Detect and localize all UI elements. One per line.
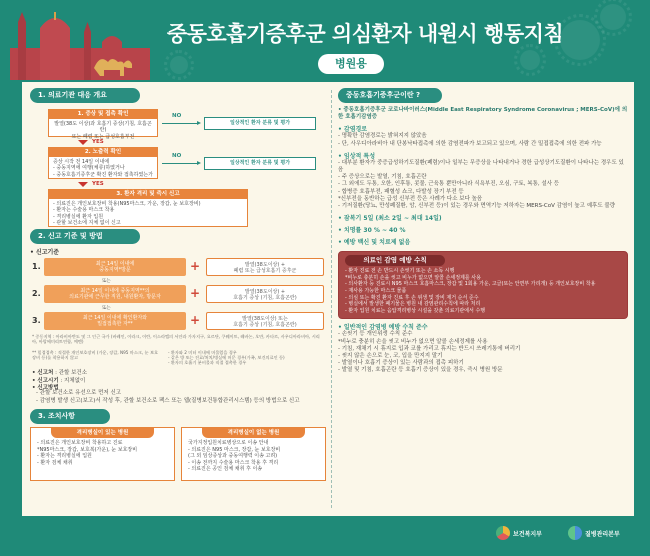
list-item: - 격리병실에 환자 입원: [53, 213, 104, 220]
no-isolation-ward-list: [182, 438, 325, 480]
virus-decoration: [600, 4, 626, 30]
isolation-ward-box: [30, 427, 175, 481]
list-item: - 의료진은 공인 검체 채취 후 이송: [188, 466, 263, 472]
medical-staff-prevention-title: 의료인 감염 예방 수칙: [345, 255, 445, 266]
column-divider: [331, 90, 332, 508]
list-item: *N95마스크, 장갑, 보호복(가운), 눈 보호장비: [37, 446, 138, 453]
flow-step-1: [48, 109, 158, 140]
kcdc-logo: [568, 526, 620, 540]
footer: [0, 516, 650, 556]
list-item: *비누로 충분히 손을 씻고 비누가 없으면 알콜 손세정제를 사용: [338, 338, 488, 345]
medical-staff-prevention-box: [338, 251, 628, 319]
response-flowchart: [30, 103, 326, 229]
list-item: - 의료진은 N95 마스크, 장갑, 눈 보호장비: [188, 446, 281, 453]
list-item: - 환자 진료 전 손 반드시 손씻기 또는 손 소독 시행: [345, 268, 455, 275]
list-item: - 주 증상으로는 발열, 기침, 호흡곤란: [338, 174, 427, 181]
medical-staff-prevention-list: [345, 268, 621, 314]
list-item: - 환자 검체 채취: [37, 459, 73, 466]
list-item: - 의심 또는 확진 환자 진료 후 손 위생 및 장비 제거 순서 준수: [345, 294, 479, 301]
list-item: - 관할 보건소에 지체 없이 신고: [53, 220, 121, 226]
list-item: (그 외 임상증상과 중동여행력 이송 고려): [188, 453, 278, 459]
content-panel: [22, 82, 634, 516]
criteria-1-symptoms: 발열(38도이상) + 폐렴 또는 급성호흡기 증후군: [206, 258, 324, 276]
isolation-ward-title: 격리병실이 있는 병원: [51, 428, 154, 438]
list-item: - 단, 사우디아라비아 내 단봉낙타접촉에 의한 감염전파가 보고되고 있으며, 사람 간 밀접접촉에 의한 전파 가능: [338, 140, 602, 147]
virus-decoration: [520, 50, 540, 70]
general-triage-box-2: 일상적인 환자 분류 및 평가: [204, 157, 316, 170]
list-item: - 대부분 환자가 중증급성하기도질환(폐렴)이나 일부는 무증상을 나타내거나 경한 급성상기도질환이 나타나는 경우도 있음: [338, 159, 624, 174]
criteria-number-2: 2.: [32, 289, 41, 298]
no-arrow-1: [162, 123, 198, 124]
route-list: [338, 133, 628, 147]
list-item: - 씻지 않은 손으로 눈, 코, 입을 만지지 말기: [338, 353, 443, 359]
audience-badge: 병원용: [318, 54, 384, 74]
route-heading: • 감염경로: [338, 126, 368, 134]
mers-definition-heading: 중동호흡기증후군이란 ?: [338, 88, 442, 103]
middle-east-skyline-illustration: [10, 8, 150, 80]
flow-step-2: [48, 147, 158, 179]
criteria-subheading: • 신고기준: [30, 249, 60, 256]
kcdc-name: 질병관리본부: [585, 530, 620, 538]
report-info-value: : 지체없이: [58, 377, 86, 384]
list-item: - 환자는 격리병실에 입원: [37, 453, 92, 459]
report-info-key: • 신고시기: [32, 377, 59, 384]
criteria-2-exposure: 최근 14일 이내에 중동지역**의 의료기관에 근무한 직원, 내원환자, 방문자: [44, 285, 186, 303]
plus-sign-1: +: [190, 259, 201, 273]
report-info-item: [32, 378, 324, 386]
clinical-list: [338, 160, 628, 210]
report-info-item: [32, 370, 324, 378]
criteria-3-symptoms: 발열(38도이상) 또는 호흡기 증상 (기침, 호흡곤란): [206, 312, 324, 330]
list-item: - 환자는 수술용 마스크 착용: [53, 207, 115, 213]
report-info-list: [32, 370, 324, 393]
criteria-3-exposure: 최근 14일 이내에 확인환자와 밀접접촉한 자**: [44, 312, 186, 330]
header-banner: [0, 0, 650, 80]
left-column: [30, 88, 326, 481]
report-info-key: • 신고방법: [32, 385, 59, 391]
yes-arrow-1: [78, 140, 88, 145]
report-info-item: [32, 385, 324, 393]
criteria-2-symptoms: 발열(38도이상) + 호흡기 증상 (기침, 호흡곤란): [206, 285, 324, 303]
list-item: - 감염병 발생 신고(보고)서 작성 후, 관할 보건소로 팩스 또는 웹(질병보건통합관리시스템) 등의 방법으로 신고: [36, 397, 300, 404]
no-label-1: NO: [172, 113, 182, 119]
clinical-heading: • 임상적 특성: [338, 152, 375, 160]
flow-step-2-title: 2. 노출력 확인: [49, 148, 157, 157]
ministry-logo: [496, 526, 542, 540]
footnote-contact-cases: - 환자와 2 미터 이내에 머물렀을 경우 - 같은 방 또는 진료/처치/병실에 머문 경우(가족, 보건의료인 등) - 환자의 호흡기 분비물과 직접 접촉한 경우: [168, 350, 285, 366]
general-prevention-heading: • 일반적인 감염병 예방 수칙 준수: [338, 324, 428, 332]
report-info-key: • 신고처: [32, 370, 54, 376]
list-item: - 손씻기 등 개인위생 수칙 준수: [338, 331, 413, 338]
or-label-2: 또는: [102, 306, 111, 311]
report-info-value: : 관할 보건소: [53, 370, 88, 376]
no-label-2: NO: [172, 153, 182, 159]
kcdc-emblem-icon: [568, 526, 582, 540]
plus-sign-3: +: [190, 313, 201, 327]
flow-step-3-title: 3. 환자 격리 및 즉시 신고: [49, 190, 247, 199]
criteria-1-exposure: 최근 14일 이내에 중동지역*방문: [44, 258, 186, 276]
section-3-heading: 3. 조치사항: [30, 409, 110, 424]
flow-step-2-body: 증상 시작 전 14일 이내에 - 중동지역에 여행(체류)하였거나 - 중동호흡기증후군 확진 환자와 접촉하였는가: [53, 158, 153, 178]
list-item: - 의료진은 개인보호장비 착용하고 진료: [37, 440, 123, 446]
vaccine-note: • 예방 백신 및 치료제 없음: [338, 239, 411, 247]
list-item: - 이송 전까지 수술용 마스크 착용 후 격리: [188, 459, 279, 466]
list-item: *비누로 충분히 손을 씻고 비누가 없으면 알콜 손세정제를 사용: [345, 274, 481, 281]
reporting-criteria: [30, 258, 326, 392]
yes-label-1: YES: [92, 139, 104, 145]
yes-label-2: YES: [92, 181, 104, 187]
flow-step-3-list: [49, 199, 247, 229]
footnote-close-contact: ** 밀접접촉 : 적절한 개인보호장비 (가운, 장갑, N95 마스크, 눈 보호장비 등)를 착용하지 않고: [32, 350, 159, 361]
flow-step-1-title: 1. 증상 및 접촉 확인: [49, 110, 157, 119]
list-item: - 기침, 재채기 시 휴지로 입과 코를 가리고 휴지는 반드시 쓰레기통에 버리기: [338, 345, 521, 352]
plus-sign-2: +: [190, 286, 201, 300]
criteria-number-3: 3.: [32, 316, 41, 325]
flow-step-1-body: 발열(38도 이상)과 호흡기 증상(기침, 호흡곤란) 또는 폐렴 또는 급성호흡부전: [54, 120, 152, 140]
list-item: - 합병증 호흡부전, 패혈성 쇼크, 다발성 장기 부전 등: [338, 188, 464, 195]
no-arrow-2: [162, 163, 198, 164]
list-item: - 의사환자 등 진료시 N95 마스크 호흡마스크, 장갑 및 1회용 가운, 고글(또는 안면부 가리개) 등 개인보호장비 착용: [345, 281, 596, 288]
page-title: 중동호흡기증후군 의심환자 내원시 행동지침: [166, 22, 564, 46]
right-column: [338, 88, 628, 375]
list-item: - 병실에서 발생한 폐기물은 병원 내 감염관리수칙에 따라 처리: [345, 301, 481, 308]
ministry-name: 보건복지부: [513, 530, 542, 538]
section-1-heading: 1. 의료기관 대응 개요: [30, 88, 140, 103]
footnote-middle-east: * 중동지역 : 아라비아반도 및 그 인근 국가 (바레인, 이라크, 이란, 이스라엘의 서안과 가자지구, 요르단, 쿠웨이트, 레바논, 오만, 카타르, 사우디아라비아, 시리아, 아랍에미리트연합, 예멘): [32, 334, 320, 345]
list-item: - 명확한 감염경로는 밝혀지지 않았음: [338, 133, 427, 140]
mers-definition: • 중동호흡기증후군 코로나바이러스(Middle East Respiratory Syndrome Coronavirus ; MERS-CoV)에 의한 호흡기감염증: [338, 107, 628, 121]
list-item: - 재사용 가능한 마스크 물품: [345, 288, 407, 295]
mortality-rate: • 치명률 30 % ~ 40 %: [338, 227, 406, 235]
list-item: 국가지정입원치료병상으로 이송 안내: [188, 440, 269, 446]
list-item: - 의료진은 개인보호장비 착용(N95마스크, 가운, 장갑, 눈 보호장비): [53, 200, 201, 207]
list-item: - 발열 및 기침, 호흡곤란 등 호흡기 증상이 있을 경우, 즉시 병원 방문: [338, 367, 503, 374]
incubation-period: • 잠복기 5일 (최소 2일 ~ 최대 14일): [338, 215, 442, 223]
or-label-1: 또는: [102, 279, 111, 284]
general-triage-box-1: 일상적인 환자 분류 및 평가: [204, 117, 316, 130]
action-boxes: [30, 427, 326, 481]
no-isolation-ward-title: 격리병실이 없는 병원: [202, 428, 305, 438]
list-item: - 그 외에도 두통, 오한, 인후통, 콧물, 근육통 뿐만아니라 식욕부진, 오심, 구토, 복통, 설사 등: [338, 181, 560, 188]
virus-decoration: [170, 56, 188, 74]
list-item: - 발열이나 호흡기 증상이 있는 사람과의 접촉 피하기: [338, 360, 464, 367]
flow-step-3: [48, 189, 248, 227]
isolation-ward-list: [31, 438, 174, 480]
list-item: - 관할 보건소로 유선으로 먼저 신고: [36, 390, 122, 396]
list-item: - 기저질환(당뇨, 만성폐질환, 암, 신부전 등)이 있는 경우와 면역기능 저하자는 MERS-CoV 감염이 높고 예후도 불량: [338, 203, 616, 210]
criteria-number-1: 1.: [32, 262, 41, 271]
section-2-heading: 2. 신고 기준 및 방법: [30, 229, 140, 244]
general-prevention-list: [338, 331, 628, 374]
yes-arrow-2: [78, 182, 88, 187]
list-item: *신부전을 동반하는 급성 신부전 등은 사례가 다소 보다 높음: [338, 195, 483, 202]
list-item: - 환자 입원 치료는 음압격리병상 시설을 갖춘 의료기관에서 수행: [345, 307, 486, 314]
no-isolation-ward-box: [181, 427, 326, 481]
ministry-emblem-icon: [496, 526, 510, 540]
